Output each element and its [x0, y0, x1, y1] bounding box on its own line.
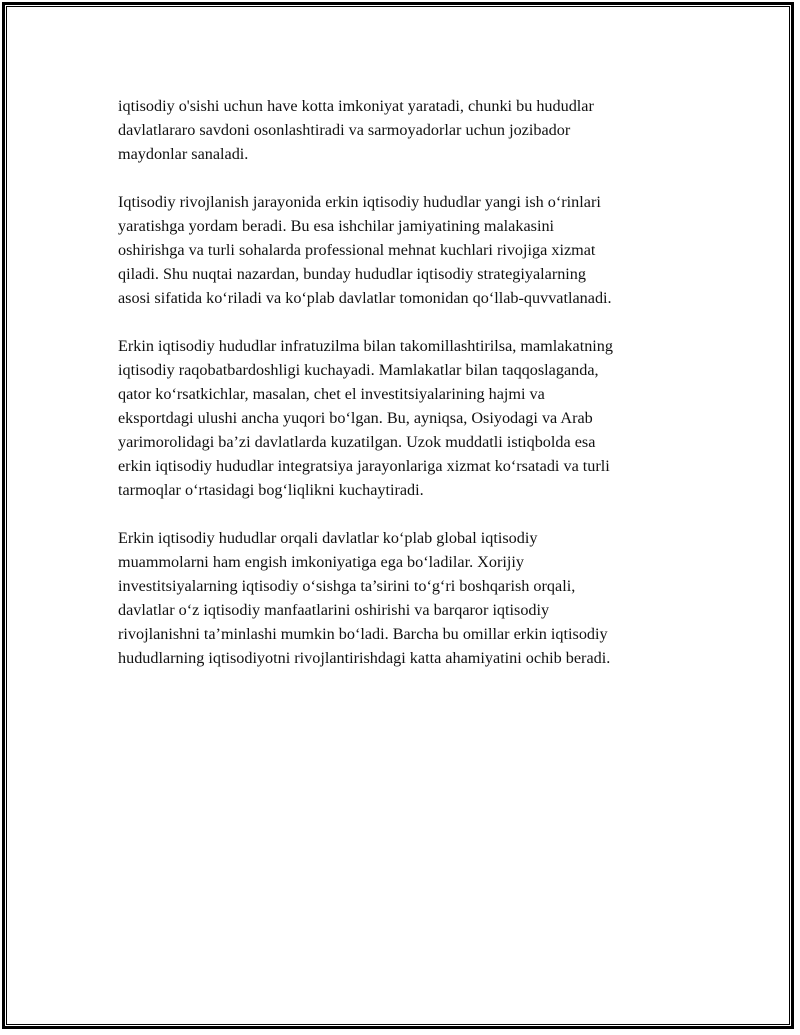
document-body: [118, 94, 688, 694]
paragraph-4: Erkin iqtisodiy hududlar orqali davlatlar ko‘plab global iqtisodiy muammolarni ham engish imkoniyatiga ega bo‘ladilar. Xorijiy investitsiyalarning iqtisodiy o‘sishga ta’sirini to‘g‘ri boshqarish orqali, davlatlar o‘z iqtisodiy manfaatlarini oshirishi va barqaror iqtisodiy rivojlanishni ta’minlashi mumkin bo‘ladi. Barcha bu omillar erkin iqtisodiy hududlarning iqtisodiyotni rivojlantirishdagi katta ahamiyatini ochib beradi.: [118, 529, 611, 667]
paragraph-1: iqtisodiy o'sishi uchun have kotta imkoniyat yaratadi, chunki bu hududlar davlatlararo savdoni osonlashtiradi va sarmoyadorlar uchun jozibador maydonlar sanaladi.: [118, 97, 594, 163]
paragraph-2: Iqtisodiy rivojlanish jarayonida erkin iqtisodiy hududlar yangi ish o‘rinlari yaratishga yordam beradi. Bu esa ishchilar jamiyatining malakasini oshirishga va turli sohalarda professional mehnat kuchlari rivojiga xizmat qiladi. Shu nuqtai nazardan, bunday hududlar iqtisodiy strategiyalarning asosi sifatida ko‘riladi va ko‘plab davlatlar tomonidan qo‘llab-quvvatlanadi.: [118, 193, 612, 307]
paragraph-3: Erkin iqtisodiy hududlar infratuzilma bilan takomillashtirilsa, mamlakatning iqtisodiy raqobatbardoshligi kuchayadi. Mamlakatlar bilan taqqoslaganda, qator ko‘rsatkichlar, masalan, chet el investitsiyalarining hajmi va eksportdagi ulushi ancha yuqori bo‘lgan. Bu, ayniqsa, Osiyodagi va Arab yarimorolidagi ba’zi davlatlarda kuzatilgan. Uzok muddatli istiqbolda esa erkin iqtisodiy hududlar integratsiya jarayonlariga xizmat ko‘rsatadi va turli tarmoqlar o‘rtasidagi bog‘liqlikni kuchaytiradi.: [118, 337, 613, 499]
